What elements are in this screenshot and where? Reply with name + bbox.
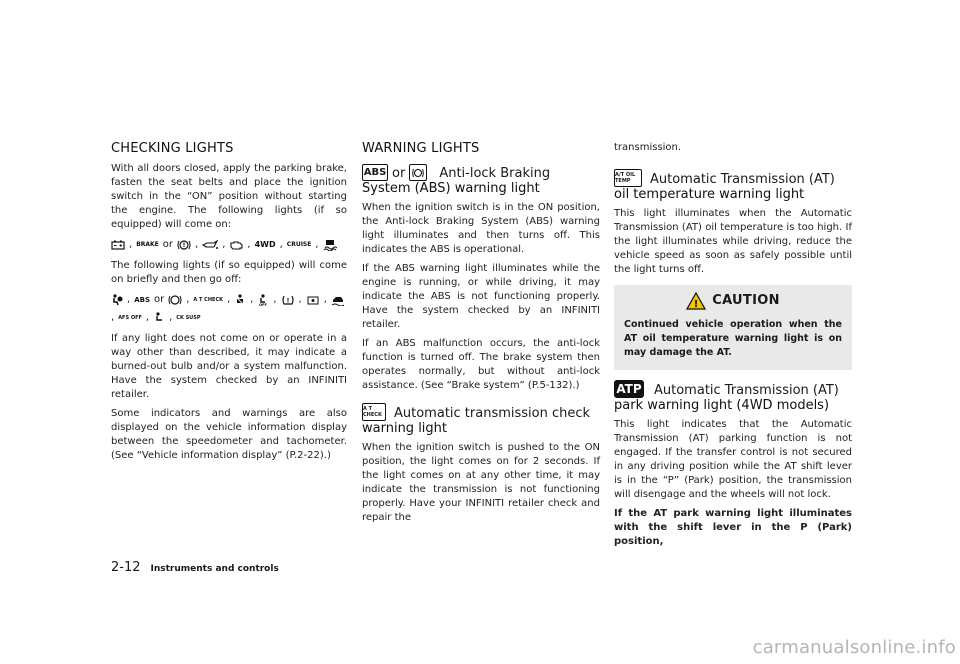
engine-icon xyxy=(229,239,243,251)
abs-para-3: If an ABS malfunction occurs, the anti-lock function is turned off. The brake system then operates normally, but without anti-lock assistance. (See “Brake system” (P.5-132).) xyxy=(362,338,600,391)
or-text-3: or xyxy=(392,166,406,181)
cruise-icon: CRUISE xyxy=(286,241,312,248)
occupant-off-icon xyxy=(257,294,269,306)
atp-para-2: If the AT park warning light illuminates with the shift lever in the P (Park) position, xyxy=(614,508,852,547)
icon-row-brief: , ABS or , A T CHECK , , OFF , ! , , , AFS OFF , , CK SUSP xyxy=(111,292,347,326)
abs-para-2: If the ABS warning light illuminates while the engine is running, or while driving, it may indicate the ABS is not functioning properly. Have the system checked by an INFINITI retailer. xyxy=(362,263,600,330)
abs-title-line xyxy=(362,164,600,181)
oil-temp-para: This light illuminates when the Automatic Transmission (AT) oil temperature is too high. If the light illuminates while driving, reduce the vehicle speed as soon as safely possible until the light turns off. xyxy=(614,208,852,275)
section-name: Instruments and controls xyxy=(150,564,279,574)
slip-icon xyxy=(323,239,337,251)
column-middle xyxy=(362,135,600,530)
or-text: or xyxy=(162,239,174,250)
abs-badge-icon: ABS xyxy=(362,164,388,181)
oil-pressure-icon xyxy=(202,239,218,251)
at-check-badge-icon: A T CHECK xyxy=(362,403,386,421)
oil-temp-title-line xyxy=(614,169,852,187)
oil-temp-title-b: oil temperature warning light xyxy=(614,187,805,202)
at-check-title-line xyxy=(362,403,600,421)
svg-text:!: ! xyxy=(182,242,186,249)
abs-ring-badge-icon xyxy=(409,164,427,181)
battery-icon xyxy=(111,239,125,251)
atp-badge-icon: ATP xyxy=(614,380,644,398)
atp-para-1: This light indicates that the Automatic Transmission (AT) parking function is not engaged. If the transfer control is not secured in any driving position while the AT shift lever is in the “P” (Park) position, the transmission will disengage and the wheels will not lock. xyxy=(614,419,852,500)
atp-title-line xyxy=(614,380,852,398)
page-number: 2-12 xyxy=(111,560,141,575)
caution-text: Continued vehicle operation when the AT oil temperature warning light is on may damage the AT. xyxy=(624,319,842,358)
abs-title-a: Anti-lock Braking xyxy=(439,166,551,181)
svg-text:!: ! xyxy=(286,297,289,305)
svg-text:!: ! xyxy=(693,298,699,310)
atp-title-b: park warning light (4WD models) xyxy=(614,398,830,413)
watermark[interactable]: carmanualsonline.info xyxy=(752,637,956,658)
checking-lights-heading: CHECKING LIGHTS xyxy=(111,141,234,156)
page-footer xyxy=(111,560,279,575)
warning-lights-heading: WARNING LIGHTS xyxy=(362,141,480,156)
oil-temp-title-a: Automatic Transmission (AT) xyxy=(650,172,835,187)
caution-title: CAUTION xyxy=(712,293,780,308)
abs-ring-icon xyxy=(168,294,182,306)
seatbelt-icon xyxy=(234,294,246,306)
abs-title-b: System (ABS) warning light xyxy=(362,181,540,196)
checking-lights-malfunction: If any light does not come on or operate in a way other than described, it may indicate a burned-out bulb and/or a system malfunction. Have the system checked by an INFINITI retailer. xyxy=(111,333,347,400)
afs-off-icon: AFS OFF xyxy=(118,315,142,321)
seatbelt-2-icon xyxy=(153,312,165,324)
checking-lights-brief: The following lights (if so equipped) will come on briefly and then go off: xyxy=(111,260,347,285)
checking-lights-intro: With all doors closed, apply the parking brake, fasten the seat belts and place the ignition switch in the “ON” position without starting the engine. The following lights (if so equipped) will come on: xyxy=(111,163,347,230)
brake-warning-icon xyxy=(177,239,191,251)
column-right xyxy=(614,135,852,554)
caution-header xyxy=(624,293,842,308)
oil-temp-badge-icon: A/T OIL TEMP xyxy=(614,169,642,187)
svg-text:OFF: OFF xyxy=(259,303,268,306)
checking-lights-display: Some indicators and warnings are also displayed on the vehicle information display between the speedometer and tachometer. (See “Vehicle information display” (P.2-22).) xyxy=(111,408,347,461)
at-check-title-b: warning light xyxy=(362,421,448,436)
tpms-icon xyxy=(281,294,295,306)
atp-title-a: Automatic Transmission (AT) xyxy=(654,383,839,398)
4wd-icon: 4WD xyxy=(254,240,276,249)
column-left xyxy=(111,135,347,468)
icon-row-on: , BRAKE or ! , , , 4WD , CRUISE , xyxy=(111,237,347,253)
at-check-small-icon: A T CHECK xyxy=(193,297,223,303)
caution-box xyxy=(614,285,852,370)
airbag-icon xyxy=(111,294,123,306)
warning-triangle-icon xyxy=(686,295,706,310)
at-check-para: When the ignition switch is pushed to the ON position, the light comes on for 2 seconds. If the light comes on at any other time, it may indicate the transmission is not functioning properly. Have your INFINITI retailer check and repair the xyxy=(362,442,600,523)
brake-text-icon: BRAKE xyxy=(136,241,159,248)
or-text-2: or xyxy=(153,294,165,305)
abs-text-icon: ABS xyxy=(134,296,150,304)
continued-text: transmission. xyxy=(614,142,682,153)
vdc-icon xyxy=(331,294,345,306)
abs-para-1: When the ignition switch is in the ON position, the Anti-lock Braking System (ABS) warning light illuminates and then turns off. This indicates the ABS is operational. xyxy=(362,202,600,255)
at-check-title-a: Automatic transmission check xyxy=(394,406,591,421)
ck-susp-icon: CK SUSP xyxy=(176,315,201,321)
key-icon xyxy=(306,294,320,306)
